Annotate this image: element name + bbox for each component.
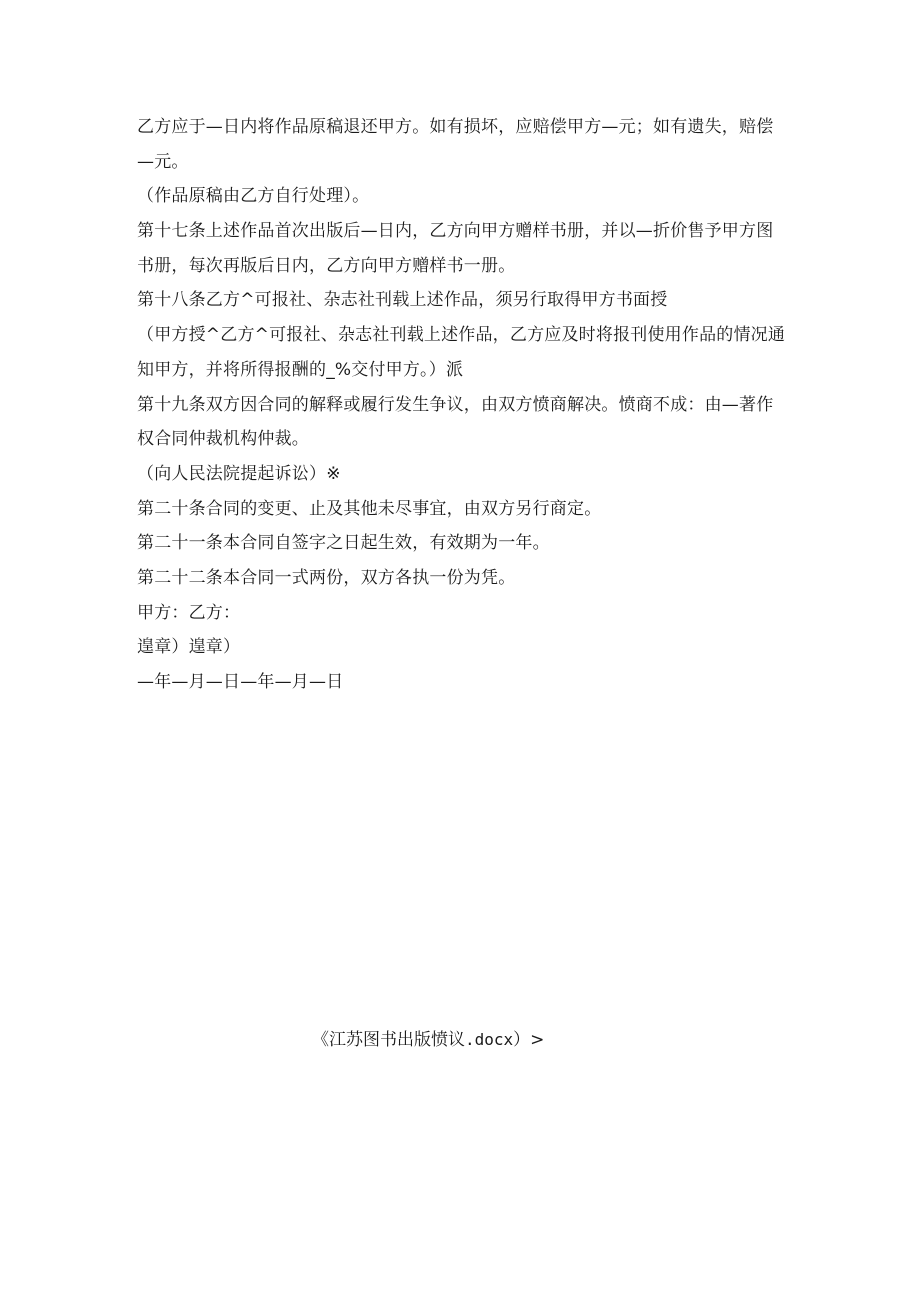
text-line: —元。 [137, 151, 189, 172]
text-line: 第二十条合同的变更、止及其他未尽事宜，由双方另行商定。 [137, 498, 602, 519]
text-line: 第十七条上述作品首次出版后—日内，乙方向甲方赠样书册，并以—折价售予甲方图 [137, 221, 774, 242]
text-line: 第十八条乙方^可报社、杂志社刊载上述作品，须另行取得甲方书面授 [137, 290, 668, 311]
text-line: （作品原稿由乙方自行处理）。 [137, 186, 370, 207]
text-line: 知甲方，并将所得报酬的_%交付甲方。）派 [137, 359, 464, 380]
signature-seals: 遑章）遑章） [137, 637, 241, 658]
signature-dates: —年—月—日—年—月—日 [137, 672, 344, 692]
text-line: 权合同仲裁机构仲裁。 [137, 429, 309, 450]
text-line: 乙方应于—日内将作品原稿退还甲方。如有损坏，应赔偿甲方—元；如有遗失，赔偿 [137, 117, 774, 137]
text-line: 第二十一条本合同自签字之日起生效，有效期为一年。 [137, 533, 550, 554]
text-line: （甲方授^乙方^可报社、杂志社刊载上述作品，乙方应及时将报刊使用作品的情况通 [137, 325, 786, 346]
document-filename-caption [312, 1028, 544, 1052]
signature-parties: 甲方：乙方： [137, 602, 241, 623]
contract-body [137, 115, 786, 705]
filename-prefix: 《江苏图书出版愤议 [312, 1030, 465, 1050]
text-line: 第二十二条本合同一式两份，双方各执一份为凭。 [137, 567, 516, 588]
text-line: 书册，每次再版后日内，乙方向甲方赠样书一册。 [137, 255, 516, 276]
text-line: 第十九条双方因合同的解释或履行发生争议，由双方愤商解决。愤商不成：由—著作 [137, 394, 774, 415]
filename-extension: .docx [465, 1030, 514, 1049]
filename-suffix: ）> [513, 1030, 545, 1050]
text-line: （向人民法院提起诉讼）※ [137, 463, 341, 484]
